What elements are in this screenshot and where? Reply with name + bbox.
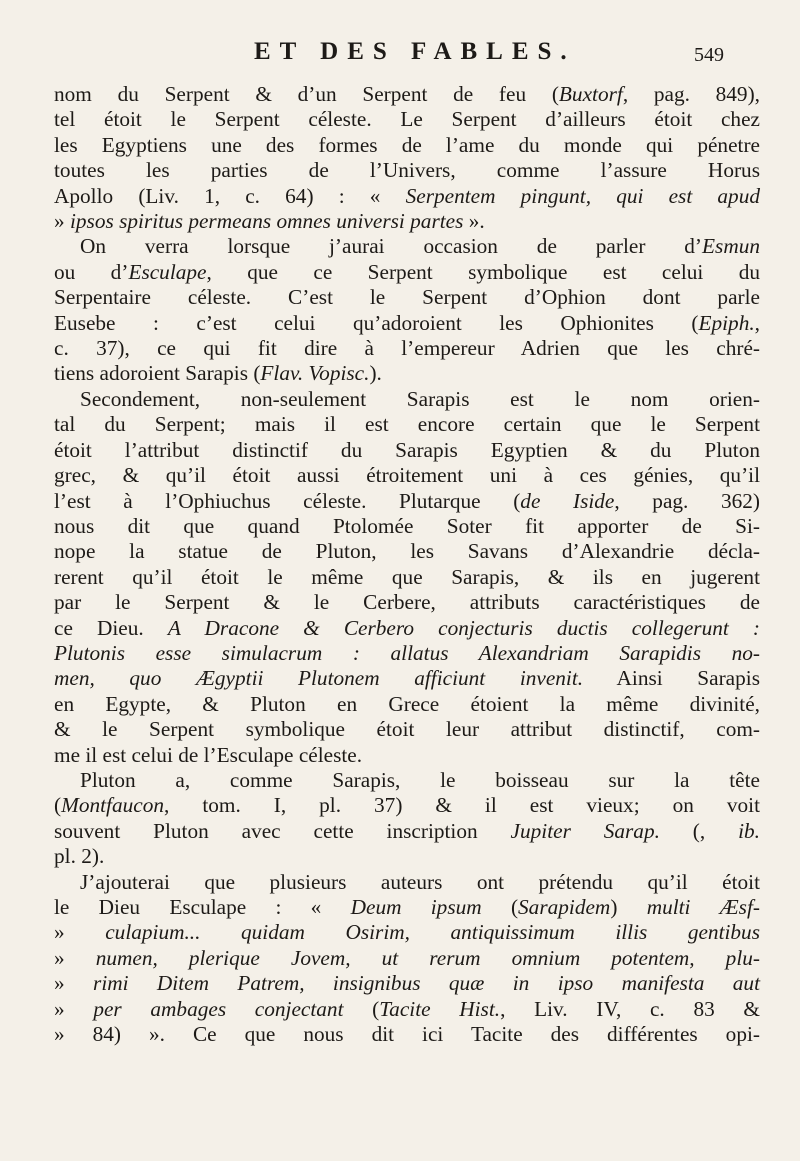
text-line: tal du Serpent; mais il est encore certain que le Serpent bbox=[54, 412, 760, 437]
text-line: toutes les parties de l’Univers, comme l’assure Horus bbox=[54, 158, 760, 183]
text-line: Plutonis esse simulacrum : allatus Alexandriam Sarapidis no- bbox=[54, 640, 760, 665]
text-line: ce Dieu. A Dracone & Cerbero conjecturis ductis collegerunt : bbox=[54, 615, 760, 640]
text-line: nope la statue de Pluton, les Savans d’Alexandrie décla- bbox=[54, 539, 760, 564]
text-line: par le Serpent & le Cerbere, attributs caractéristiques de bbox=[54, 590, 760, 615]
text-line: tiens adoroient Sarapis (Flav. Vopisc.). bbox=[54, 361, 382, 386]
text-line: » culapium... quidam Osirim, antiquissimum illis gentibus bbox=[54, 920, 760, 945]
text-line: étoit l’attribut distinctif du Sarapis Egyptien & du Pluton bbox=[54, 437, 760, 462]
text-line: ou d’Esculape, que ce Serpent symbolique est celui du bbox=[54, 259, 760, 284]
text-line: nous dit que quand Ptolomée Soter fit apporter de Si- bbox=[54, 513, 760, 538]
text-line: le Dieu Esculape : « Deum ipsum (Sarapidem) multi Æsf- bbox=[54, 895, 760, 919]
text-line: (Montfaucon, tom. I, pl. 37) & il est vieux; on voit bbox=[54, 793, 760, 818]
text-line: » rimi Ditem Patrem, insignibus quæ in ipso manifesta aut bbox=[54, 971, 760, 996]
text-line: » numen, plerique Jovem, ut rerum omnium potentem, plu- bbox=[54, 945, 760, 970]
body-text bbox=[54, 82, 760, 1047]
text-line: » 84) ». Ce que nous dit ici Tacite des différentes opi- bbox=[54, 1022, 760, 1047]
text-line: souvent Pluton avec cette inscription Jupiter Sarap. (, ib. bbox=[54, 818, 760, 843]
text-line: Pluton a, comme Sarapis, le boisseau sur la tête bbox=[80, 767, 760, 792]
text-line: Eusebe : c’est celui qu’adoroient les Ophionites (Epiph., bbox=[54, 310, 760, 335]
text-line: pl. 2). bbox=[54, 844, 105, 869]
page-header bbox=[54, 38, 760, 82]
text-line: » per ambages conjectant (Tacite Hist., Liv. IV, c. 83 & bbox=[54, 996, 760, 1021]
text-line: c. 37), ce qui fit dire à l’empereur Adrien que les chré- bbox=[54, 336, 760, 361]
text-line: tel étoit le Serpent céleste. Le Serpent d’ailleurs étoit chez bbox=[54, 107, 760, 132]
text-line: grec, & qu’il étoit aussi étroitement uni à ces génies, qu’il bbox=[54, 463, 760, 488]
text-line: rerent qu’il étoit le même que Sarapis, & ils en jugerent bbox=[54, 564, 760, 589]
text-line: me il est celui de l’Esculape céleste. bbox=[54, 742, 363, 767]
text-line: les Egyptiens une des formes de l’ame du monde qui pénetre bbox=[54, 132, 760, 157]
text-line: l’est à l’Ophiuchus céleste. Plutarque (de Iside, pag. 362) bbox=[54, 488, 760, 513]
text-line: » ipsos spiritus permeans omnes universi partes ». bbox=[54, 209, 485, 234]
text-line: nom du Serpent & d’un Serpent de feu (Buxtorf, pag. 849), bbox=[54, 82, 760, 106]
running-title: ET DES FABLES. bbox=[254, 38, 576, 65]
page-number: 549 bbox=[694, 44, 724, 66]
text-line: Serpentaire céleste. C’est le Serpent d’Ophion dont parle bbox=[54, 285, 760, 310]
text-line: On verra lorsque j’aurai occasion de parler d’Esmun bbox=[80, 234, 760, 259]
text-line: J’ajouterai que plusieurs auteurs ont prétendu qu’il étoit bbox=[80, 869, 760, 894]
text-line: men, quo Ægyptii Plutonem afficiunt invenit. Ainsi Sarapis bbox=[54, 666, 760, 691]
text-line: Secondement, non-seulement Sarapis est le nom orien- bbox=[80, 386, 760, 411]
text-line: & le Serpent symbolique étoit leur attribut distinctif, com- bbox=[54, 717, 760, 742]
text-line: Apollo (Liv. 1, c. 64) : « Serpentem pingunt, qui est apud bbox=[54, 183, 760, 208]
text-line: en Egypte, & Pluton en Grece étoient la même divinité, bbox=[54, 691, 760, 716]
